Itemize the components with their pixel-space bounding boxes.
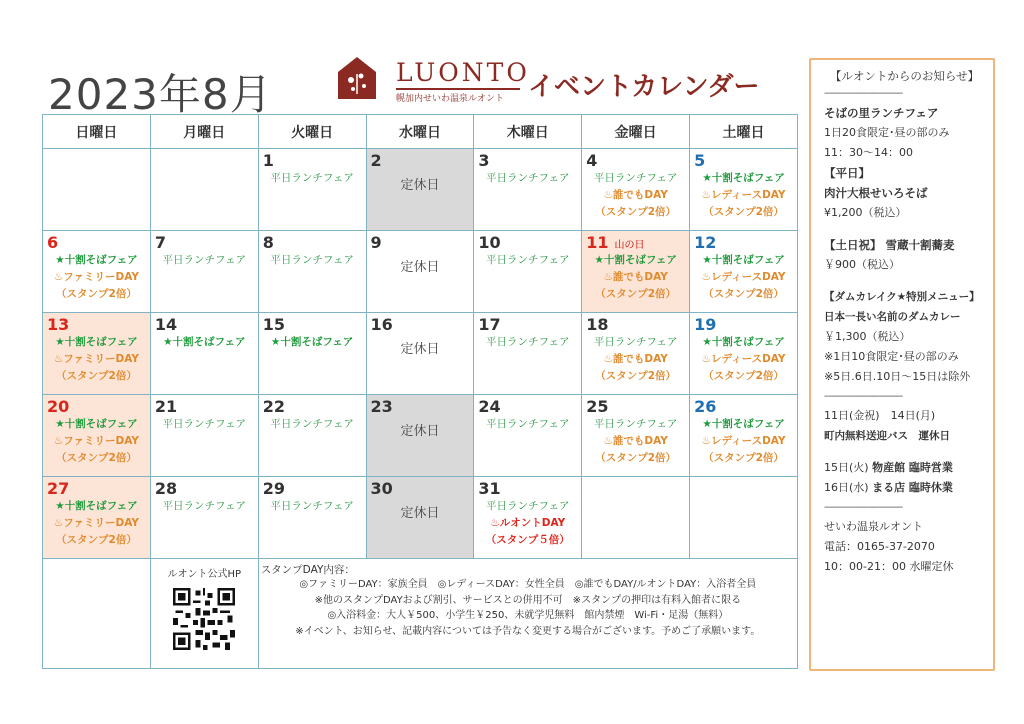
soba-fair: ★十割そばフェア	[55, 500, 138, 512]
stamp-double: （スタンプ2倍）	[56, 288, 137, 300]
day-number: 9	[370, 233, 382, 252]
holiday-label: 山の日	[614, 240, 645, 251]
stamp-double: （スタンプ2倍）	[595, 206, 677, 218]
day-cell	[474, 313, 582, 395]
notice-text: ※5日.6日.10日～15日は除外	[824, 370, 971, 383]
weekday-mon: 月曜日	[150, 115, 258, 149]
lunch-fair: 平日ランチフェア	[593, 172, 678, 184]
day-cell	[582, 313, 690, 395]
day-cell	[258, 313, 366, 395]
day-cell	[150, 395, 258, 477]
day-cell	[474, 149, 582, 231]
closed-label: 定休日	[400, 506, 440, 521]
footer-row	[43, 559, 798, 669]
stamp-quintuple: （スタンプ５倍）	[485, 534, 570, 546]
day-number: 12	[694, 233, 717, 252]
ladies-day: ♨レディースDAY	[701, 189, 786, 201]
notice-date: 16日(水)	[824, 481, 873, 494]
lunch-fair: 平日ランチフェア	[270, 254, 354, 266]
day-cell	[690, 313, 798, 395]
day-cell	[43, 231, 151, 313]
logo-underline	[396, 88, 520, 90]
lunch-fair: 平日ランチフェア	[162, 500, 246, 512]
soba-fair: ★十割そばフェア	[702, 254, 785, 266]
stamp-double: （スタンプ2倍）	[703, 206, 784, 218]
empty-day	[43, 149, 151, 231]
stamp-info-cell	[258, 559, 797, 669]
stamp-double: （スタンプ2倍）	[595, 452, 677, 464]
family-day: ♨ファミリーDAY	[53, 517, 139, 529]
day-number: 26	[694, 397, 717, 416]
day-number: 29	[262, 479, 285, 498]
notice-text: ￥1,300（税込）	[824, 330, 911, 343]
notice-text: 11日(金祝) 14日(月)	[824, 409, 936, 422]
ladies-day: ♨レディースDAY	[701, 271, 786, 283]
contact-phone: 電話：0165-37-2070	[824, 540, 935, 553]
stamp-double: （スタンプ2倍）	[703, 370, 784, 382]
day-number: 30	[370, 479, 393, 498]
day-cell	[474, 231, 582, 313]
day-number: 23	[370, 397, 393, 416]
notice-text: ※1日10食限定･昼の部のみ	[824, 350, 959, 363]
notice-text: 日本一長い名前のダムカレー	[824, 311, 961, 323]
day-number: 21	[154, 397, 178, 416]
day-number: 31	[478, 479, 501, 498]
notice-heading: 【ルオントからのお知らせ】	[829, 69, 980, 83]
lunch-fair: 平日ランチフェア	[162, 254, 246, 266]
soba-fair: ★十割そばフェア	[702, 418, 785, 430]
day-number: 5	[694, 151, 706, 170]
day-number: 18	[586, 315, 609, 334]
day-number: 22	[262, 397, 285, 416]
closed-label: 定休日	[400, 178, 440, 193]
stamp-double: （スタンプ2倍）	[703, 288, 784, 300]
weekday-tue: 火曜日	[258, 115, 366, 149]
notice-text: ￥900（税込）	[824, 258, 900, 271]
day-cell	[150, 477, 258, 559]
day-number: 4	[586, 151, 598, 170]
week-row	[43, 477, 798, 559]
lunch-fair: 平日ランチフェア	[593, 336, 678, 348]
daredemo-day: ♨誰でもDAY	[603, 353, 668, 365]
ladies-day: ♨レディースDAY	[701, 353, 786, 365]
logo-name: LUONTO	[396, 58, 530, 87]
lunch-fair: 平日ランチフェア	[270, 172, 354, 184]
notice-text: まる店 臨時休業	[872, 481, 953, 494]
notice-line	[824, 458, 985, 478]
lunch-fair: 平日ランチフェア	[486, 172, 570, 184]
day-number: 8	[262, 233, 274, 252]
divider: ------------------------------	[824, 88, 903, 99]
weekday-header-row	[43, 115, 798, 149]
closed-day-cell	[366, 477, 474, 559]
soba-fair: ★十割そばフェア	[55, 336, 138, 348]
contact-name: せいわ温泉ルオント	[824, 520, 923, 533]
day-number: 11	[586, 233, 609, 252]
notice-sidebar	[809, 58, 995, 671]
notice-text: 物産館 臨時営業	[872, 461, 953, 474]
divider: ------------------------------	[824, 391, 903, 402]
lunch-fair: 平日ランチフェア	[162, 418, 246, 430]
day-number: 15	[262, 315, 285, 334]
notice-text: ¥1,200（税込）	[824, 206, 907, 219]
day-cell	[43, 313, 151, 395]
day-number: 14	[154, 315, 178, 334]
day-number: 1	[262, 151, 274, 170]
stamp-info-title: スタンプDAY内容：	[260, 564, 355, 576]
day-cell	[474, 477, 582, 559]
day-number: 2	[370, 151, 382, 170]
day-number: 6	[47, 233, 59, 252]
day-cell	[582, 149, 690, 231]
closed-label: 定休日	[400, 342, 440, 357]
day-number: 20	[47, 397, 70, 416]
weekday-wed: 水曜日	[366, 115, 474, 149]
day-cell	[690, 149, 798, 231]
family-day: ♨ファミリーDAY	[53, 435, 139, 447]
daredemo-day: ♨誰でもDAY	[603, 435, 668, 447]
day-number: 10	[478, 233, 501, 252]
notice-text: 1日20食限定･昼の部のみ	[824, 126, 950, 139]
empty-day	[582, 477, 690, 559]
notice-text: 【ダムカレイク★特別メニュー】	[824, 291, 980, 303]
day-cell	[582, 395, 690, 477]
day-cell	[474, 395, 582, 477]
lunch-fair: 平日ランチフェア	[486, 418, 570, 430]
day-cell	[690, 231, 798, 313]
day-cell	[366, 231, 474, 313]
day-number: 28	[154, 479, 178, 498]
stamp-double: （スタンプ2倍）	[595, 288, 677, 300]
day-cell	[258, 149, 366, 231]
qr-code-icon[interactable]	[173, 588, 235, 650]
luonto-day: ♨ルオントDAY	[490, 517, 566, 529]
day-cell	[43, 477, 151, 559]
logo-house-icon	[337, 56, 377, 100]
stamp-info-line: ※イベント、お知らせ、記載内容については予告なく変更する場合がございます。予めご了承願います。	[295, 625, 761, 637]
qr-cell	[150, 559, 258, 669]
empty-day	[150, 149, 258, 231]
soba-fair: ★十割そばフェア	[55, 254, 138, 266]
stamp-double: （スタンプ2倍）	[703, 452, 784, 464]
closed-label: 定休日	[400, 260, 440, 275]
day-number: 17	[478, 315, 501, 334]
stamp-info-line: ※他のスタンプDAYおよび割引、サービスとの併用不可 ※スタンプの押印は有料入館者に限る	[314, 594, 742, 606]
day-cell	[258, 395, 366, 477]
event-calendar-title: イベントカレンダー	[528, 72, 760, 102]
divider: ------------------------------	[824, 502, 903, 513]
day-number: 13	[47, 315, 70, 334]
lunch-fair: 平日ランチフェア	[593, 418, 678, 430]
notice-text: 【平日】	[824, 166, 870, 180]
weekday-thu: 木曜日	[474, 115, 582, 149]
day-cell	[366, 313, 474, 395]
day-cell	[690, 395, 798, 477]
week-row	[43, 231, 798, 313]
weekday-sat: 土曜日	[690, 115, 798, 149]
contact-hours: 10：00-21：00 水曜定休	[824, 560, 954, 573]
soba-fair: ★十割そばフェア	[594, 254, 677, 266]
stamp-info-line: ◎入浴料金：大人￥500、小学生￥250、未就学児無料 館内禁煙 Wi-Fi・足湯（無料）	[327, 610, 729, 621]
day-number: 27	[47, 479, 70, 498]
day-cell	[258, 231, 366, 313]
stamp-double: （スタンプ2倍）	[56, 452, 137, 464]
soba-fair: ★十割そばフェア	[702, 172, 785, 184]
lunch-fair: 平日ランチフェア	[486, 254, 570, 266]
notice-text: 肉汁大根せいろそば	[824, 186, 928, 200]
lunch-fair: 平日ランチフェア	[486, 336, 570, 348]
day-number: 24	[478, 397, 501, 416]
day-number: 7	[154, 233, 166, 252]
week-row	[43, 313, 798, 395]
stamp-double: （スタンプ2倍）	[56, 370, 137, 382]
ladies-day: ♨レディースDAY	[701, 435, 786, 447]
day-number: 3	[478, 151, 490, 170]
soba-fair: ★十割そばフェア	[55, 418, 138, 430]
day-cell	[258, 477, 366, 559]
notice-text: 11：30～14：00	[824, 146, 913, 159]
qr-label: ルオント公式HP	[167, 569, 242, 580]
day-number: 16	[370, 315, 393, 334]
family-day: ♨ファミリーDAY	[53, 353, 139, 365]
lunch-fair: 平日ランチフェア	[270, 500, 354, 512]
lunch-fair: 平日ランチフェア	[270, 418, 354, 430]
day-cell	[150, 231, 258, 313]
lunch-fair: 平日ランチフェア	[486, 500, 570, 512]
day-number: 25	[586, 397, 609, 416]
day-cell	[150, 313, 258, 395]
closed-day-cell	[366, 395, 474, 477]
page-title: 2023年8月	[48, 70, 273, 119]
stamp-double: （スタンプ2倍）	[56, 534, 137, 546]
logo-subtitle: 幌加内せいわ温泉ルオント	[396, 94, 505, 104]
notice-text: 町内無料送迎バス 運休日	[824, 430, 950, 442]
weekday-fri: 金曜日	[582, 115, 690, 149]
stamp-double: （スタンプ2倍）	[595, 370, 677, 382]
stamp-info-line: ◎ファミリーDAY：家族全員 ◎レディースDAY：女性全員 ◎誰でもDAY/ルオントDAY：入浴者全員	[299, 579, 757, 590]
notice-text: 【土日祝】 雪蔵十割蕎麦	[824, 238, 955, 252]
soba-fair: ★十割そばフェア	[163, 336, 246, 348]
notice-date: 15日(火)	[824, 461, 873, 474]
soba-fair: ★十割そばフェア	[270, 336, 354, 348]
calendar-table	[42, 114, 798, 669]
empty-day	[690, 477, 798, 559]
holiday-day-cell	[582, 231, 690, 313]
empty-footer-cell	[43, 559, 151, 669]
closed-day-cell	[366, 149, 474, 231]
soba-fair: ★十割そばフェア	[702, 336, 785, 348]
weekday-sun: 日曜日	[43, 115, 151, 149]
family-day: ♨ファミリーDAY	[53, 271, 139, 283]
week-row	[43, 149, 798, 231]
notice-line	[824, 478, 985, 498]
closed-label: 定休日	[400, 424, 440, 439]
day-cell	[43, 395, 151, 477]
notice-lunch-title: そばの里ランチフェア	[824, 106, 939, 120]
daredemo-day: ♨誰でもDAY	[603, 271, 668, 283]
day-number: 19	[694, 315, 717, 334]
daredemo-day: ♨誰でもDAY	[603, 189, 668, 201]
week-row	[43, 395, 798, 477]
